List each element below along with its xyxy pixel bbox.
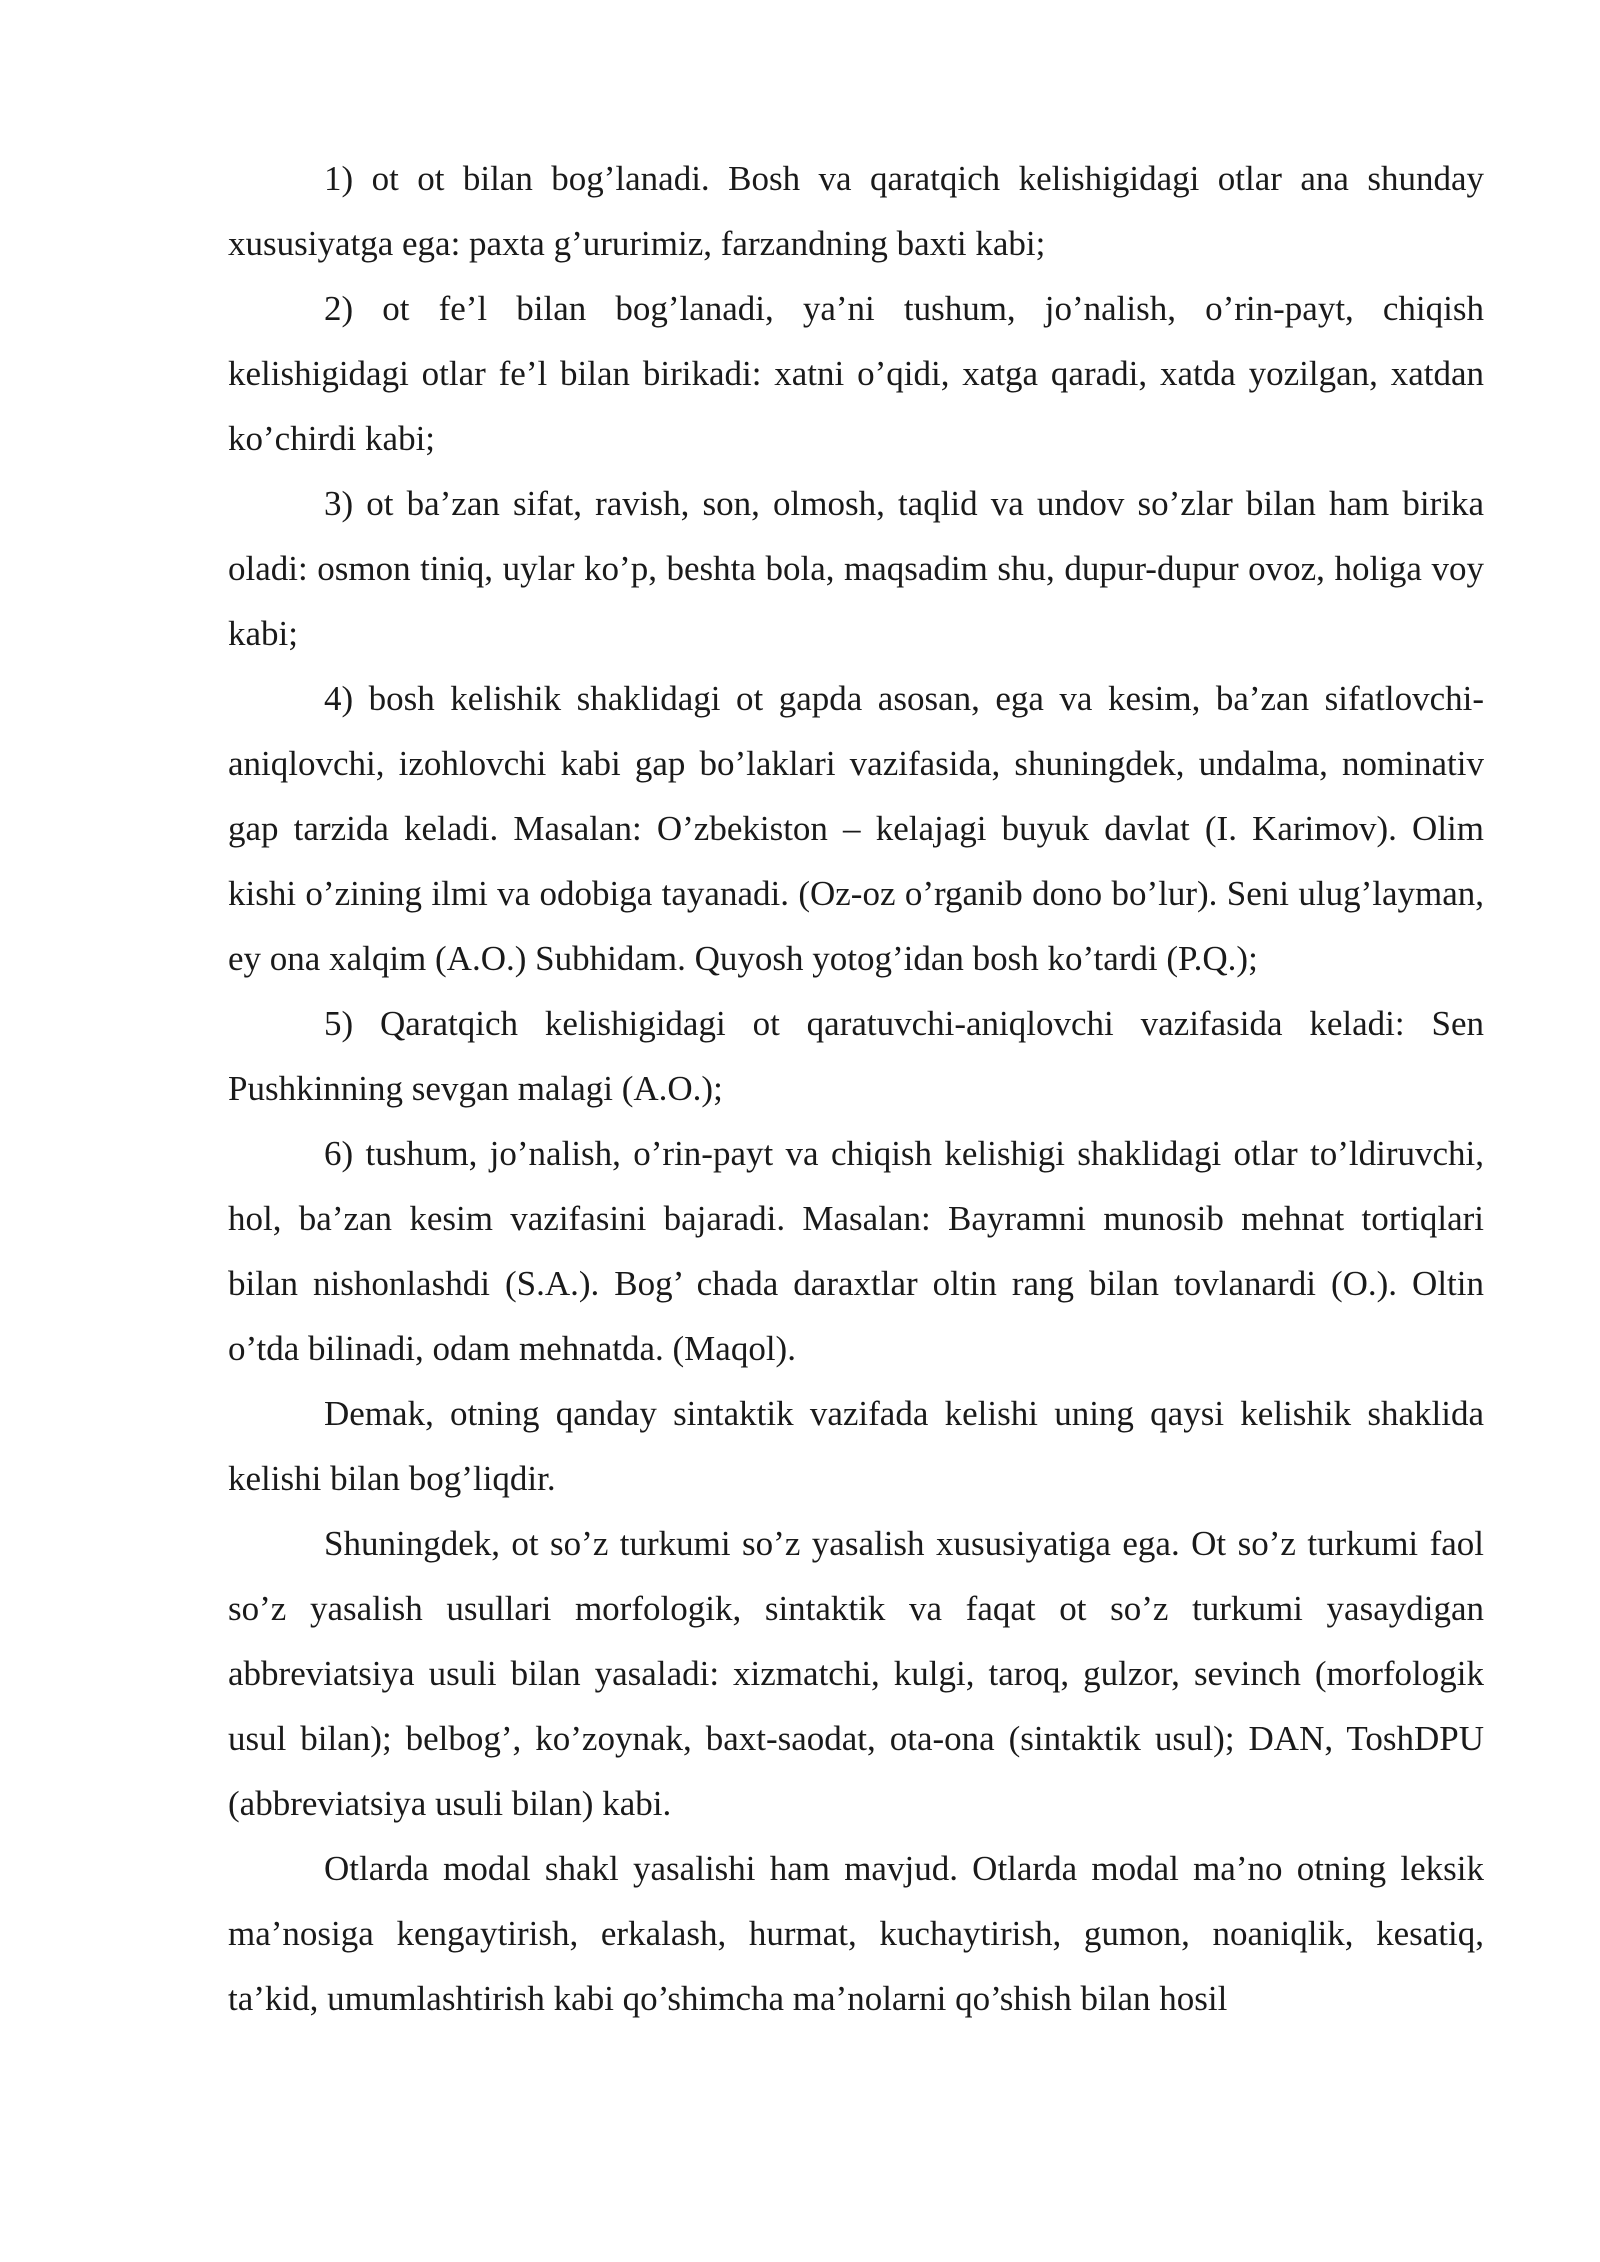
paragraph-6: 6) tushum, jo’nalish, o’rin-payt va chiqish kelishigi shaklidagi otlar to’ldiruvchi, hol, ba’zan kesim vazifasini bajaradi. Masalan: Bayramni munosib mehnat tortiqlari bilan nishonlashdi (S.A.). Bog’ chada daraxtlar oltin rang bilan tovlanardi (O.). Oltin o’tda bilinadi, odam mehnatda. (Maqol). — [228, 1134, 1484, 1368]
paragraph-9: Otlarda modal shakl yasalishi ham mavjud. Otlarda modal ma’no otning leksik ma’nosiga kengaytirish, erkalash, hurmat, kuchaytirish, gumon, noaniqlik, kesatiq, ta’kid, umumlashtirish kabi qo’shimcha ma’nolarni qo’shish bilan hosil — [228, 1849, 1484, 2018]
paragraph-5: 5) Qaratqich kelishigidagi ot qaratuvchi-aniqlovchi vazifasida keladi: Sen Pushkinning sevgan malagi (A.O.); — [228, 1004, 1484, 1108]
paragraph-3: 3) ot ba’zan sifat, ravish, son, olmosh, taqlid va undov so’zlar bilan ham birika oladi: osmon tiniq, uylar ko’p, beshta bola, maqsadim shu, dupur-dupur ovoz, holiga voy kabi; — [228, 484, 1484, 653]
paragraph-7: Demak, otning qanday sintaktik vazifada kelishi uning qaysi kelishik shaklida kelishi bilan bog’liqdir. — [228, 1394, 1484, 1498]
paragraph-1: 1) ot ot bilan bog’lanadi. Bosh va qaratqich kelishigidagi otlar ana shunday xususiyatga ega: paxta g’ururimiz, farzandning baxti kabi; — [228, 159, 1484, 263]
paragraph-4: 4) bosh kelishik shaklidagi ot gapda asosan, ega va kesim, ba’zan sifatlovchi-aniqlovchi, izohlovchi kabi gap bo’laklari vazifasida, shuningdek, undalma, nominativ gap tarzida keladi. Masalan: O’zbekiston – kelajagi buyuk davlat (I. Karimov). Olim kishi o’zining ilmi va odobiga tayanadi. (Oz-oz o’rganib dono bo’lur). Seni ulug’layman, ey ona xalqim (A.O.) Subhidam. Quyosh yotog’idan bosh ko’tardi (P.Q.); — [228, 679, 1484, 978]
paragraph-2: 2) ot fe’l bilan bog’lanadi, ya’ni tushum, jo’nalish, o’rin-payt, chiqish kelishigidagi otlar fe’l bilan birikadi: xatni o’qidi, xatga qaradi, xatda yozilgan, xatdan ko’chirdi kabi; — [228, 289, 1484, 458]
document-page — [228, 146, 1484, 2031]
paragraph-8: Shuningdek, ot so’z turkumi so’z yasalish xususiyatiga ega. Ot so’z turkumi faol so’z yasalish usullari morfologik, sintaktik va faqat ot so’z turkumi yasaydigan abbreviatsiya usuli bilan yasaladi: xizmatchi, kulgi, taroq, gulzor, sevinch (morfologik usul bilan); belbog’, ko’zoynak, baxt-saodat, ota-ona (sintaktik usul); DAN, ToshDPU (abbreviatsiya usuli bilan) kabi. — [228, 1524, 1484, 1823]
